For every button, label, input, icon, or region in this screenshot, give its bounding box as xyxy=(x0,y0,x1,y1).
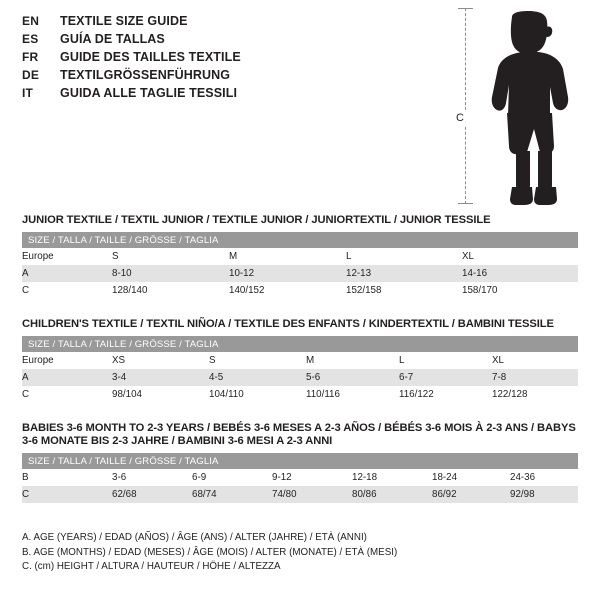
cell-value: 122/128 xyxy=(492,389,528,400)
legend-line-b: B. AGE (MONTHS) / EDAD (MESES) / ÂGE (MOIS) / ALTER (MONATE) / ETÀ (MESI) xyxy=(22,546,398,558)
measure-label-c: C xyxy=(456,112,464,124)
table-header-label: SIZE / TALLA / TAILLE / GRÖSSE / TAGLIA xyxy=(22,336,578,352)
row-label: A xyxy=(22,265,112,282)
language-row xyxy=(22,50,442,68)
table-row xyxy=(22,265,578,282)
row-label: Europe xyxy=(22,251,54,262)
cell-value: 110/116 xyxy=(306,389,340,400)
legend-line-c: C. (cm) HEIGHT / ALTURA / HAUTEUR / HÖHE / ALTEZZA xyxy=(22,561,281,572)
cell-value: M xyxy=(306,355,315,366)
language-code: EN xyxy=(22,14,40,28)
cell-value: S xyxy=(112,251,119,262)
language-row xyxy=(22,68,442,86)
cell-value: M xyxy=(229,251,238,262)
table-row xyxy=(22,486,578,503)
cell-value: 158/170 xyxy=(462,285,498,296)
language-row xyxy=(22,86,442,104)
table-row xyxy=(22,469,578,486)
cell-value: 9-12 xyxy=(272,472,292,483)
height-measure-figure xyxy=(440,8,590,208)
cell-value: 152/158 xyxy=(346,285,382,296)
language-code: DE xyxy=(22,68,40,82)
row-label: C xyxy=(22,486,112,503)
section-title: JUNIOR TEXTILE / TEXTIL JUNIOR / TEXTILE JUNIOR / JUNIORTEXTIL / JUNIOR TESSILE xyxy=(22,214,491,226)
legend-line-a: A. AGE (YEARS) / EDAD (AÑOS) / ÂGE (ANS) / ALTER (JAHRE) / ETÀ (ANNI) xyxy=(22,532,367,543)
row-label: C xyxy=(22,389,30,400)
language-title: TEXTILGRÖSSENFÜHRUNG xyxy=(60,68,231,82)
cell-value: 98/104 xyxy=(112,389,142,400)
measure-dashed-line xyxy=(465,8,466,204)
language-title: GUIDE DES TAILLES TEXTILE xyxy=(60,50,241,64)
table-header-row xyxy=(22,453,578,469)
cell-value: S xyxy=(209,355,216,366)
cell-value: 12-13 xyxy=(346,265,462,282)
language-code: IT xyxy=(22,86,34,100)
measure-tick-bottom xyxy=(458,203,473,204)
cell-value: 14-16 xyxy=(462,265,578,282)
legend-block xyxy=(22,531,578,575)
cell-value: 5-6 xyxy=(306,369,399,386)
language-row xyxy=(22,14,442,32)
language-title-block xyxy=(22,14,442,104)
size-table-children xyxy=(22,336,578,403)
cell-value: XL xyxy=(462,251,474,262)
cell-value: 104/110 xyxy=(209,389,244,400)
row-label: C xyxy=(22,285,30,296)
section-babies-textile xyxy=(22,422,578,503)
table-header-label: SIZE / TALLA / TAILLE / GRÖSSE / TAGLIA xyxy=(22,453,578,469)
cell-value: L xyxy=(399,355,405,366)
language-row xyxy=(22,32,442,50)
toddler-silhouette-icon xyxy=(482,11,582,212)
cell-value: 116/122 xyxy=(399,389,434,400)
language-title: GUIDA ALLE TAGLIE TESSILI xyxy=(60,86,238,100)
cell-value: XS xyxy=(112,355,126,366)
language-code: FR xyxy=(22,50,39,64)
cell-value: 86/92 xyxy=(432,486,510,503)
cell-value: 6-9 xyxy=(192,472,207,483)
cell-value: 3-6 xyxy=(112,472,127,483)
cell-value: 62/68 xyxy=(112,486,192,503)
table-row xyxy=(22,282,578,299)
language-title: TEXTILE SIZE GUIDE xyxy=(60,14,188,28)
table-row xyxy=(22,369,578,386)
table-row xyxy=(22,352,578,369)
cell-value: 10-12 xyxy=(229,265,346,282)
language-code: ES xyxy=(22,32,39,46)
cell-value: 7-8 xyxy=(492,369,578,386)
cell-value: 68/74 xyxy=(192,486,272,503)
cell-value: 6-7 xyxy=(399,369,492,386)
row-label: A xyxy=(22,369,112,386)
table-row xyxy=(22,248,578,265)
cell-value: XL xyxy=(492,355,504,366)
section-title: CHILDREN'S TEXTILE / TEXTIL NIÑO/A / TEXTILE DES ENFANTS / KINDERTEXTIL / BAMBINI TESSILE xyxy=(22,318,554,330)
cell-value: 92/98 xyxy=(510,486,578,503)
table-header-row xyxy=(22,232,578,248)
cell-value: 128/140 xyxy=(112,285,148,296)
cell-value: 4-5 xyxy=(209,369,306,386)
size-table-babies xyxy=(22,453,578,503)
table-header-row xyxy=(22,336,578,352)
cell-value: 18-24 xyxy=(432,472,458,483)
row-label: B xyxy=(22,472,29,483)
table-row xyxy=(22,386,578,403)
cell-value: 140/152 xyxy=(229,285,265,296)
row-label: Europe xyxy=(22,355,54,366)
cell-value: 24-36 xyxy=(510,472,536,483)
section-title: BABIES 3-6 MONTH TO 2-3 YEARS / BEBÉS 3-6 MESES A 2-3 AÑOS / BÉBÉS 3-6 MOIS À 2-3 ANS / BABYS 3-6 MONATE BIS 2-3 JAHRE / BAMBINI 3-6 MESI A 2-3 ANNI xyxy=(22,422,576,447)
size-table-junior xyxy=(22,232,578,299)
section-junior-textile xyxy=(22,214,578,299)
section-childrens-textile xyxy=(22,318,578,403)
cell-value: 74/80 xyxy=(272,486,352,503)
language-title: GUÍA DE TALLAS xyxy=(60,32,165,46)
cell-value: 80/86 xyxy=(352,486,432,503)
cell-value: 3-4 xyxy=(112,369,209,386)
cell-value: 8-10 xyxy=(112,265,229,282)
cell-value: L xyxy=(346,251,352,262)
table-header-label: SIZE / TALLA / TAILLE / GRÖSSE / TAGLIA xyxy=(22,232,578,248)
cell-value: 12-18 xyxy=(352,472,378,483)
